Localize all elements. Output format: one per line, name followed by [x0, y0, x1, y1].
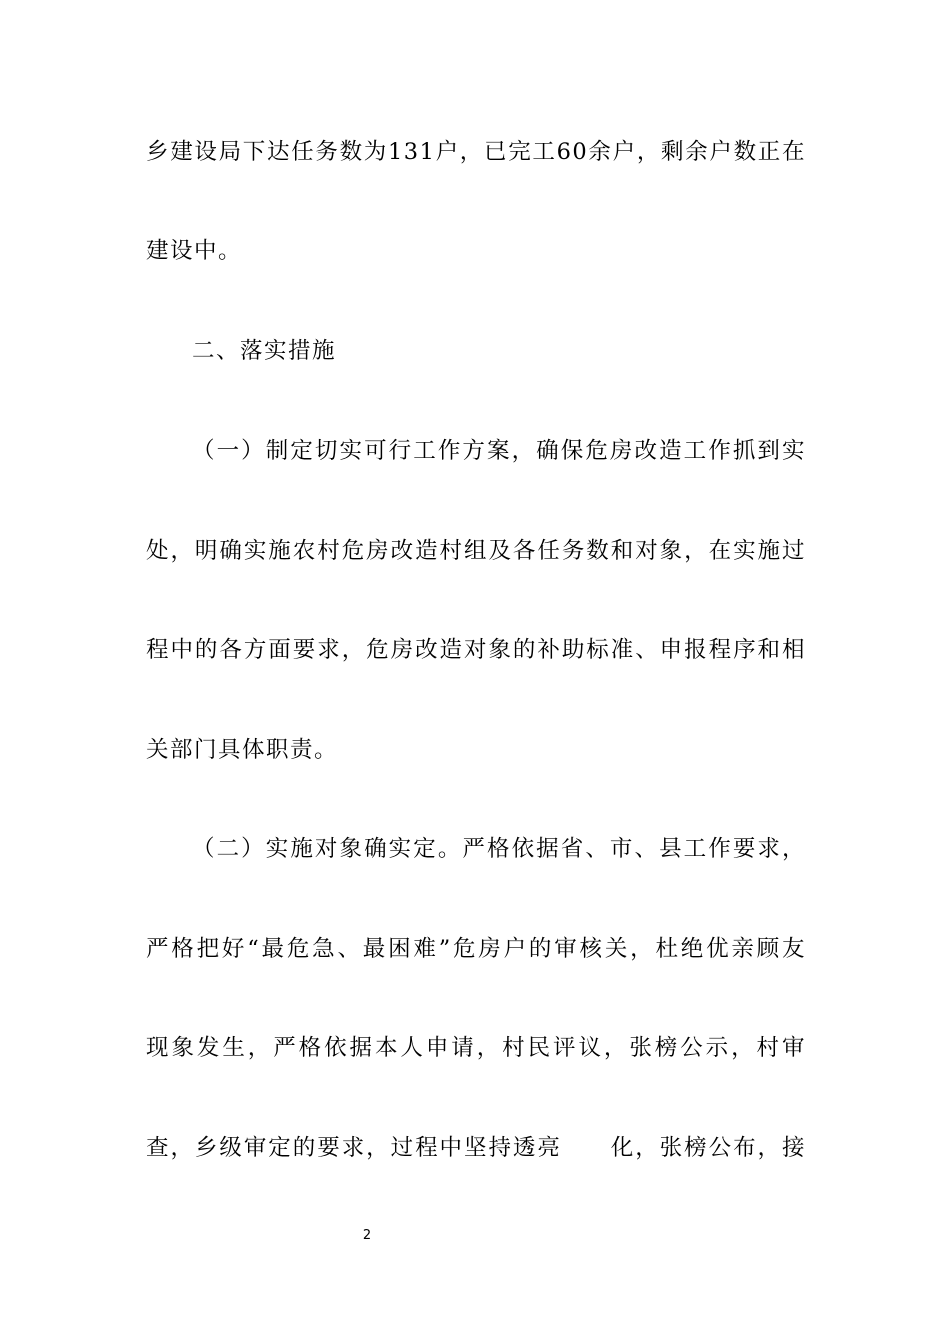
body-line: 查，乡级审定的要求，过程中坚持透亮 化，张榜公布，接 — [146, 1135, 806, 1161]
subsection-paragraph-start: （二）实施对象确实定。严格依据省、市、县工作要求， — [192, 836, 806, 862]
body-line: 关部门具体职责。 — [146, 737, 339, 763]
body-line: 乡建设局下达任务数为131户，已完工60余户，剩余户数正在 — [146, 139, 806, 165]
body-line: 程中的各方面要求，危房改造对象的补助标准、申报程序和相 — [146, 637, 806, 663]
body-line: 现象发生，严格依据本人申请，村民评议，张榜公示，村审 — [146, 1035, 806, 1061]
body-line: 建设中。 — [146, 238, 243, 264]
body-line: 处，明确实施农村危房改造村组及各任务数和对象，在实施过 — [146, 538, 806, 564]
subsection-paragraph-start: （一）制定切实可行工作方案，确保危房改造工作抓到实 — [192, 438, 806, 464]
body-line: 严格把好“最危急、最困难”危房户的审核关，杜绝优亲顾友 — [146, 936, 806, 962]
section-heading: 二、落实措施 — [192, 338, 337, 364]
page-number: 2 — [362, 1228, 372, 1243]
